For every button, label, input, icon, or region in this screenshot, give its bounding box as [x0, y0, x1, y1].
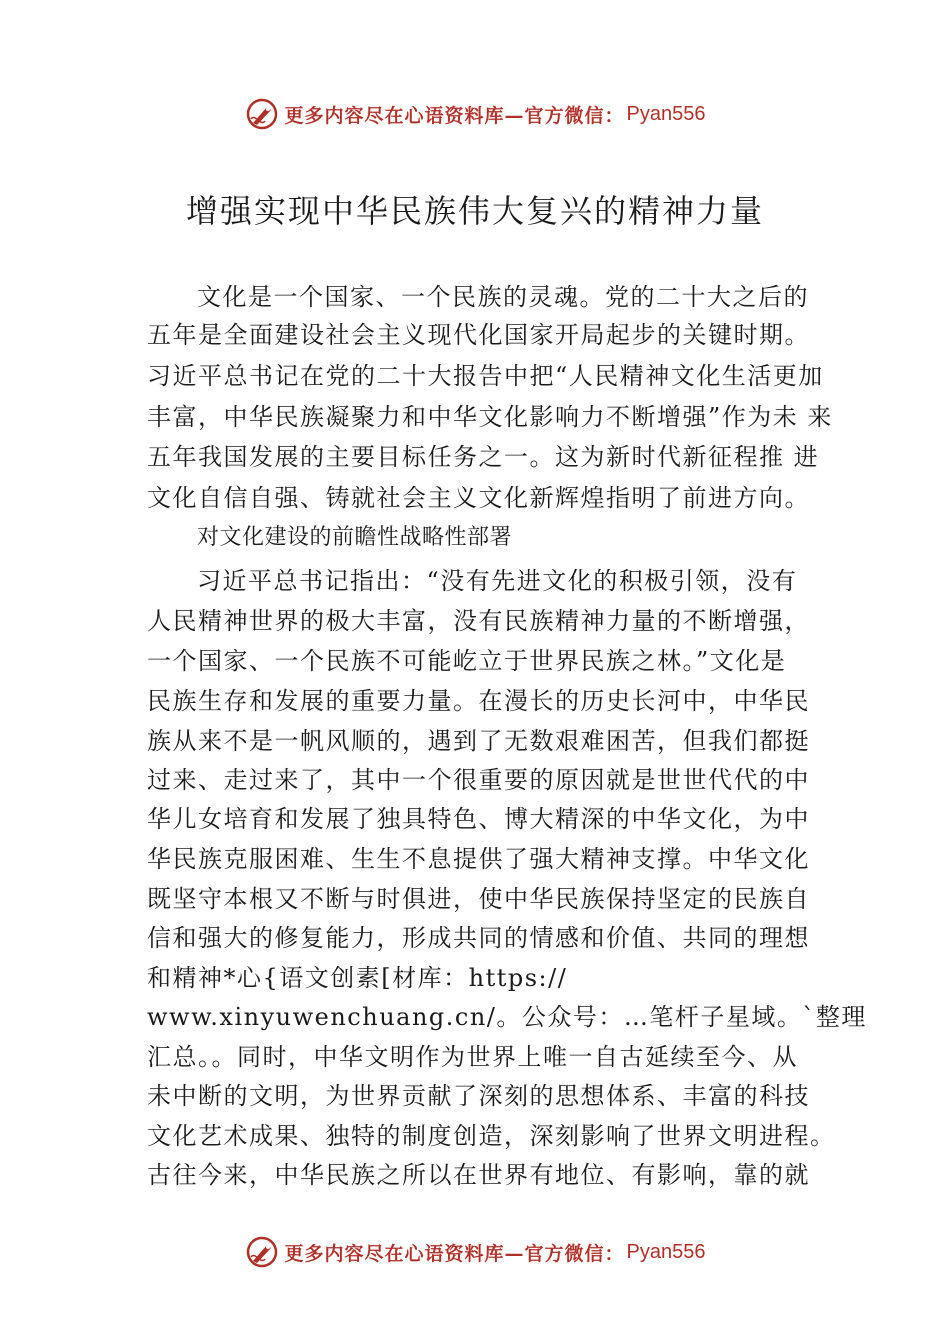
body-line: 华儿女培育和发展了独具特色、博大精深的中华文化，为中	[147, 805, 810, 833]
body-line: 族从来不是一帆风顺的，遇到了无数艰难困苦，但我们都挺	[147, 727, 810, 755]
body-line: 文化艺术成果、独特的制度创造，深刻影响了世界文明进程。	[147, 1122, 836, 1150]
body-line: 信和强大的修复能力，形成共同的情感和价值、共同的理想	[147, 924, 810, 952]
section-heading: 对文化建设的前瞻性战略性部署	[197, 525, 513, 550]
footer-banner	[0, 1232, 950, 1272]
pen-nib-logo-icon	[245, 1235, 279, 1269]
body-line: 五年是全面建设社会主义现代化国家开局起步的关键时期。	[147, 321, 810, 349]
body-line: 习近平总书记指出：“没有先进文化的积极引领，没有	[197, 567, 798, 595]
body-line: 既坚守本根又不断与时俱进，使中华民族保持坚定的民族自	[147, 885, 810, 913]
body-line: 汇总。。同时，中华文明作为世界上唯一自古延续至今、从	[147, 1043, 798, 1071]
body-line: 过来、走过来了，其中一个很重要的原因就是世世代代的中	[147, 766, 810, 794]
wechat-id: Pyan556	[626, 1240, 706, 1263]
body-line: 未中断的文明，为世界贡献了深刻的思想体系、丰富的科技	[147, 1082, 810, 1110]
body-line: 古往今来，中华民族之所以在世界有地位、有影响，靠的就	[147, 1161, 810, 1189]
body-line: www.xinyuwenchuang.cn/。公众号：…笔杆子星域。`整理	[147, 1003, 867, 1031]
wechat-id: Pyan556	[626, 102, 706, 125]
body-line: 华民族克服困难、生生不息提供了强大精神支撑。中华文化	[147, 845, 810, 873]
body-line: 文化是一个国家、一个民族的灵魂。党的二十大之后的	[197, 283, 809, 311]
header-banner	[0, 94, 950, 134]
document-title: 增强实现中华民族伟大复兴的精神力量	[185, 192, 764, 230]
body-line: 习近平总书记在党的二十大报告中把“人民精神文化生活更加	[147, 362, 824, 390]
body-line: 和精神*心{语文创素[材库：https://	[147, 964, 568, 992]
banner-text: 更多内容尽在心语资料库—官方微信：	[284, 1242, 625, 1265]
body-line: 丰富，中华民族凝聚力和中华文化影响力不断增强”作为未 来	[147, 403, 833, 431]
banner-text: 更多内容尽在心语资料库—官方微信：	[284, 104, 625, 127]
body-line: 一个国家、一个民族不可能屹立于世界民族之林。”文化是	[147, 647, 787, 675]
pen-nib-logo-icon	[245, 97, 279, 131]
body-line: 五年我国发展的主要目标任务之一。这为新时代新征程推 进	[147, 443, 820, 471]
body-line: 民族生存和发展的重要力量。在漫长的历史长河中，中华民	[147, 687, 810, 715]
body-line: 文化自信自强、铸就社会主义文化新辉煌指明了前进方向。	[147, 484, 810, 512]
body-line: 人民精神世界的极大丰富，没有民族精神力量的不断增强，	[147, 607, 810, 635]
